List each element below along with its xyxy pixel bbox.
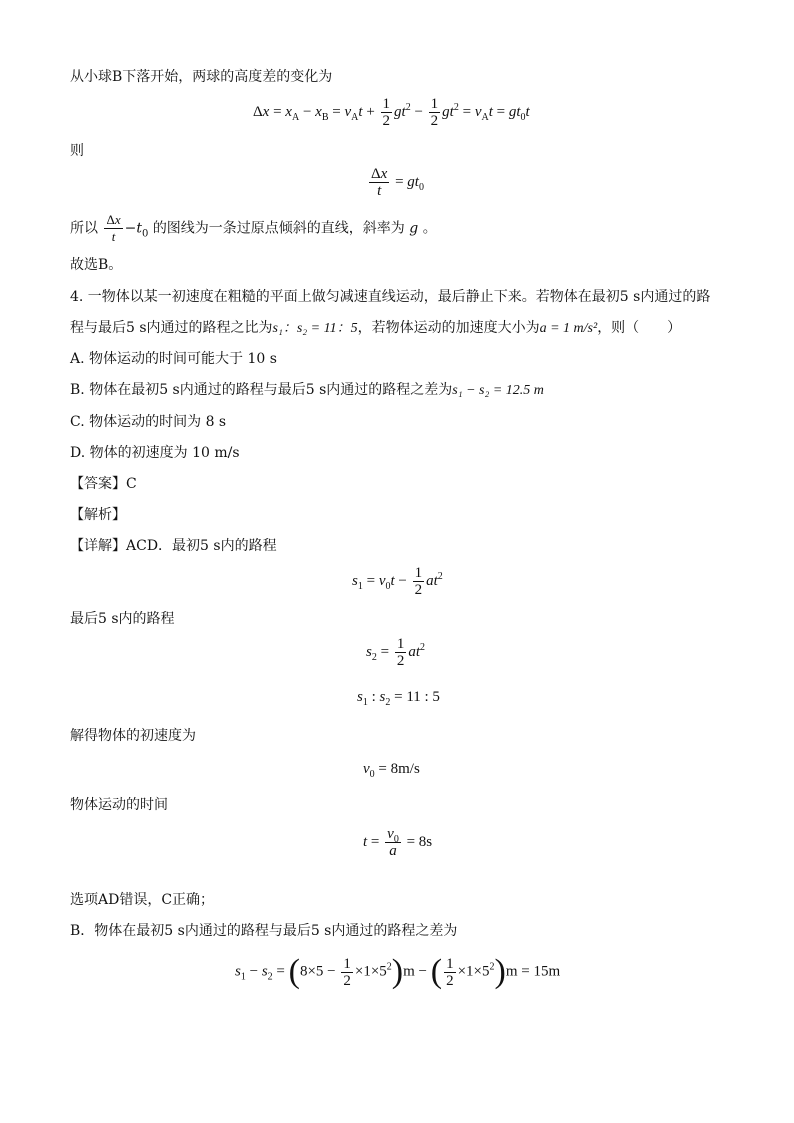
equation-delta-x: $\Delta x = x_A - x_B = v_At$ + $\frac{1}{2}$ $gt^2$ − $\frac{1}{2}$ $gt^2 = v_At = gt_0t$: [253, 96, 530, 129]
equation-ratio: $s_1$ : $s_2 = 11$ : 5: [357, 689, 440, 708]
equation-s2: $s_2$ = $\frac{1}{2}$ $at^2$: [366, 636, 425, 669]
option-c: C. 物体运动的时间为 8 s: [70, 414, 227, 430]
text-line-then: 则: [70, 143, 84, 159]
last-5s-line: 最后5 s内的路程: [70, 611, 175, 627]
equation-v0: $v_0 = 8m/s$: [363, 761, 420, 780]
text-line-height-diff: 从小球B下落开始，两球的高度差的变化为: [70, 69, 333, 85]
question-4-line-2: 程与最后5 s内通过的路程之比为s₁：s₂ = 11：5，若物体运动的加速度大小为a = 1 m/s²，则（ ）: [70, 320, 682, 336]
diff-inline: s₁ − s₂ = 12.5 m: [452, 383, 544, 398]
option-d: D. 物体的初速度为 10 m/s: [70, 445, 240, 461]
equation-difference: $s_1 - s_2 = (8\times 5$ − $\frac{1}{2}$ $\times 1\times 5^2)m$ − ( $\frac{1}{2}$ $\times 1\times 5^2)m = 15m$: [235, 953, 561, 990]
equation-delta-x-over-t: $\frac{\Delta x}{t}$ = $gt_0$: [371, 166, 424, 199]
detail-line: 【详解】ACD．最初5 s内的路程: [70, 538, 277, 554]
solve-v0-line: 解得物体的初速度为: [70, 728, 196, 744]
conclusion-line: 选项AD错误，C正确；: [70, 892, 215, 908]
analysis-label: 【解析】: [70, 507, 126, 523]
text-line-choose-b: 故选B。: [70, 257, 123, 273]
time-line: 物体运动的时间: [70, 797, 168, 813]
slope-g: g: [409, 220, 419, 237]
ratio-inline: s₁：s₂ = 11：5: [272, 321, 358, 336]
option-a: A. 物体运动的时间可能大于 10 s: [70, 351, 277, 367]
equation-s1: $s_1 = v_0t$ − $\frac{1}{2}$ $at^2$: [352, 565, 443, 598]
text-line-graph: 所以 $\frac{\Delta x}{t}$ $-t_0$ 的图线为一条过原点倾斜的直线，斜率为 g 。: [70, 212, 437, 244]
equation-time: t = $\frac{v_0}{a}$ = 8s: [363, 826, 433, 859]
question-4-line-1: 4. 一物体以某一初速度在粗糙的平面上做匀减速直线运动，最后静止下来。若物体在最初5 s内通过的路: [70, 289, 711, 305]
answer-label: 【答案】C: [70, 476, 137, 492]
option-b-analysis-line: B．物体在最初5 s内通过的路程与最后5 s内通过的路程之差为: [70, 923, 458, 939]
accel-inline: a = 1 m/s²: [539, 321, 598, 336]
option-b: B. 物体在最初5 s内通过的路程与最后5 s内通过的路程之差为s₁ − s₂ = 12.5 m: [70, 382, 544, 398]
